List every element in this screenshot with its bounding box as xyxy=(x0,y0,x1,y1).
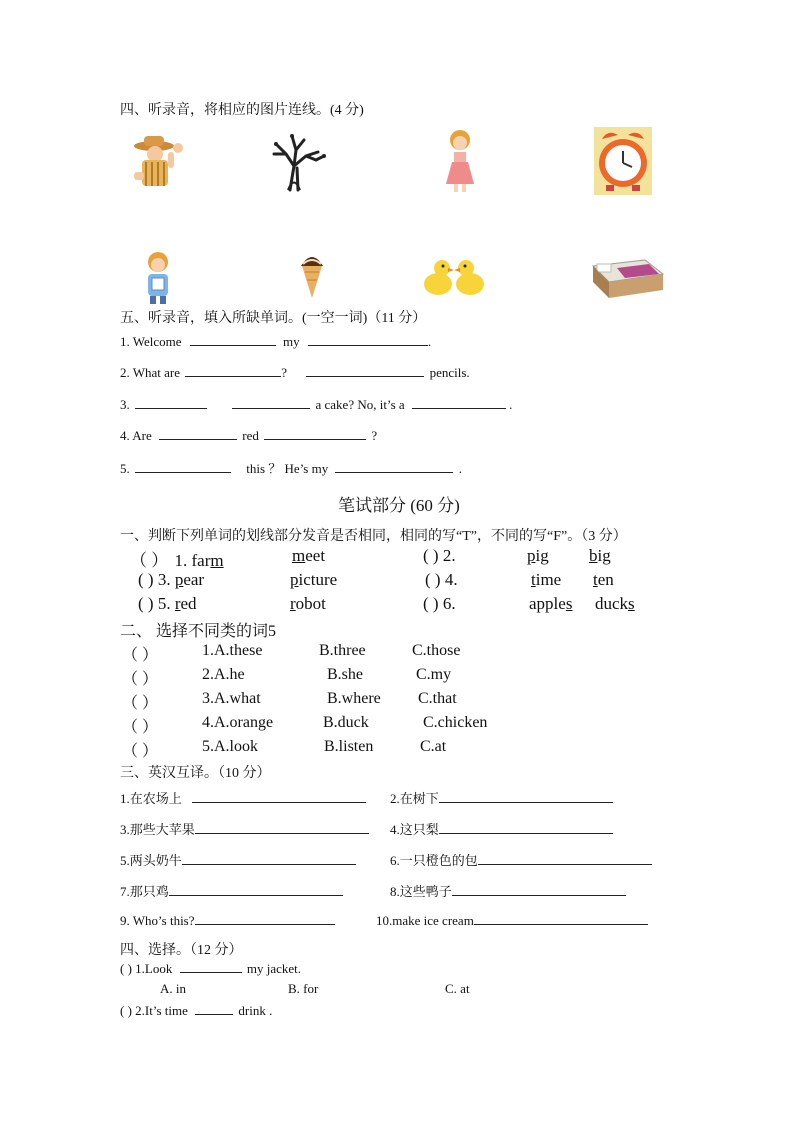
fill-q1-text-c: . xyxy=(427,334,432,349)
option-b: B.three xyxy=(319,642,366,659)
answer-paren[interactable]: （ ） xyxy=(130,551,169,570)
answer-blank[interactable] xyxy=(232,396,310,409)
answer-blank[interactable] xyxy=(439,821,613,834)
odd-row xyxy=(122,642,522,665)
option-c: C.at xyxy=(420,738,447,755)
phonics-word-2: big xyxy=(589,546,611,565)
answer-paren[interactable]: （ ） xyxy=(122,647,159,664)
item-number: 1. xyxy=(174,551,188,570)
fill-question-3 xyxy=(120,396,512,413)
answer-blank[interactable] xyxy=(195,1002,233,1015)
answer-blank[interactable] xyxy=(452,883,626,896)
odd-row xyxy=(122,738,522,761)
ducklings-icon xyxy=(422,254,488,298)
fill-question-1 xyxy=(120,333,431,350)
fill-q5-text-a: 5. xyxy=(120,461,130,476)
phonics-word-2: robot xyxy=(290,594,326,613)
section-title-choice: 四、选择。（12 分） xyxy=(120,943,243,958)
answer-paren[interactable]: ( ) xyxy=(425,570,441,589)
option-a: 1.A.these xyxy=(202,642,263,659)
answer-blank[interactable] xyxy=(190,333,276,346)
odd-row xyxy=(122,714,522,737)
answer-blank[interactable] xyxy=(412,396,506,409)
answer-paren[interactable]: ( ) xyxy=(120,961,132,976)
option-b: B.where xyxy=(327,690,381,707)
answer-blank[interactable] xyxy=(192,790,366,803)
translate-item: 5.两头奶牛 xyxy=(120,850,356,869)
fill-q4-text-a: 4. Are xyxy=(120,428,152,443)
answer-blank[interactable] xyxy=(474,912,648,925)
answer-blank[interactable] xyxy=(159,427,237,440)
answer-blank[interactable] xyxy=(478,852,652,865)
phonics-row xyxy=(423,594,635,614)
item-number: 5. xyxy=(157,594,171,613)
answer-paren[interactable]: ( ) xyxy=(423,594,439,613)
bare-tree-icon xyxy=(266,130,330,192)
fill-q2-text-c: pencils. xyxy=(429,365,470,380)
phonics-row xyxy=(138,594,326,614)
choice-option-b[interactable]: B. for xyxy=(288,981,319,996)
fill-q1-text-a: 1. Welcome xyxy=(120,334,182,349)
translate-item: 7.那只鸡 xyxy=(120,881,343,900)
answer-paren[interactable]: ( ) xyxy=(138,570,154,589)
fill-question-5 xyxy=(120,458,462,477)
translate-item: 4.这只梨 xyxy=(390,819,613,838)
answer-blank[interactable] xyxy=(185,364,281,377)
choice-question-1 xyxy=(120,960,301,977)
answer-blank[interactable] xyxy=(195,821,369,834)
option-c: C.my xyxy=(416,666,452,683)
answer-paren[interactable]: ( ) xyxy=(423,546,439,565)
translate-item: 3.那些大苹果 xyxy=(120,819,369,838)
option-c: C.that xyxy=(418,690,457,707)
phonics-word-1: time xyxy=(531,570,562,589)
phonics-word-1: apples xyxy=(529,594,573,613)
answer-blank[interactable] xyxy=(335,460,453,473)
translate-item: 6.一只橙色的包 xyxy=(390,850,652,869)
question-stem: drink . xyxy=(238,1003,273,1018)
written-part-title: 笔试部分 (60 分) xyxy=(338,496,460,515)
phonics-word-1: red xyxy=(174,594,197,613)
section-title-translate: 三、英汉互译。（10 分） xyxy=(120,766,271,781)
boy-icon xyxy=(140,250,176,304)
choice-option-c[interactable]: C. at xyxy=(445,981,470,996)
girl-icon xyxy=(440,128,480,194)
phonics-word-2: ducks xyxy=(595,594,635,613)
item-number: 4. xyxy=(444,570,458,589)
answer-blank[interactable] xyxy=(169,883,343,896)
ice-cream-icon xyxy=(297,250,327,300)
phonics-word-2: meet xyxy=(292,546,326,565)
phonics-word-1: farm xyxy=(191,551,224,570)
answer-blank[interactable] xyxy=(306,364,424,377)
section-title-phonics: 一、判断下列单词的划线部分发音是否相同，相同的写“T”，不同的写“F”。（3 分） xyxy=(120,529,627,544)
item-number: 6. xyxy=(442,594,456,613)
answer-blank[interactable] xyxy=(264,427,366,440)
phonics-row xyxy=(425,570,614,590)
section-title-odd-one-out: 二、 选择不同类的词5 xyxy=(120,623,277,640)
option-c: C.chicken xyxy=(423,714,488,731)
translate-item: 2.在树下 xyxy=(390,788,613,807)
alarm-clock-icon xyxy=(594,127,652,195)
fill-q2-text-a: 2. What are xyxy=(120,365,181,380)
fill-q5-text-b: this ？ He’s my xyxy=(246,461,329,476)
fill-q4-text-b: red xyxy=(242,428,259,443)
phonics-word-2: ten xyxy=(593,570,614,589)
translate-item: 8.这些鸭子 xyxy=(390,881,626,900)
phonics-row xyxy=(130,546,326,571)
odd-row xyxy=(122,666,522,689)
phonics-row xyxy=(138,570,338,590)
item-number: 3. xyxy=(157,570,171,589)
question-stem: my jacket. xyxy=(246,961,302,976)
fill-q2-text-b: ? xyxy=(281,365,288,380)
option-a: 2.A.he xyxy=(202,666,245,683)
question-stem: 2.It’s time xyxy=(135,1003,188,1018)
translate-item: 9. Who’s this? xyxy=(120,912,335,929)
phonics-word-2: picture xyxy=(290,570,338,589)
fill-q5-text-c: . xyxy=(458,461,462,476)
answer-paren[interactable]: ( ) xyxy=(138,594,154,613)
answer-paren[interactable]: （ ） xyxy=(122,671,159,688)
option-a: 3.A.what xyxy=(202,690,261,707)
phonics-word-1: pig xyxy=(527,546,549,565)
option-b: B.listen xyxy=(324,738,374,755)
fill-question-4 xyxy=(120,427,377,444)
option-a: 4.A.orange xyxy=(202,714,274,731)
section-title-fill-blanks: 五、听录音，填入所缺单词。(一空一词)（11 分） xyxy=(120,311,427,326)
answer-blank[interactable] xyxy=(439,790,613,803)
answer-blank[interactable] xyxy=(135,460,231,473)
fill-question-2 xyxy=(120,364,470,381)
fill-q3-text-c: . xyxy=(509,397,513,412)
answer-blank[interactable] xyxy=(195,912,335,925)
phonics-row xyxy=(423,546,611,566)
answer-paren[interactable]: （ ） xyxy=(122,719,159,736)
answer-paren[interactable]: ( ) xyxy=(120,1003,132,1018)
farmer-man-icon xyxy=(128,132,188,190)
option-b: B.duck xyxy=(323,714,369,731)
option-a: 5.A.look xyxy=(202,738,258,755)
answer-paren[interactable]: （ ） xyxy=(122,695,159,712)
odd-row xyxy=(122,690,522,713)
fill-q1-text-b: my xyxy=(283,334,300,349)
translate-item: 10.make ice cream xyxy=(376,912,648,929)
answer-blank[interactable] xyxy=(180,960,242,973)
answer-blank[interactable] xyxy=(308,333,428,346)
bed-icon xyxy=(589,256,665,300)
option-c: C.those xyxy=(412,642,461,659)
choice-option-a[interactable]: A. in xyxy=(160,981,186,996)
answer-blank[interactable] xyxy=(135,396,207,409)
fill-q3-text-b: a cake? No, it’s a xyxy=(315,397,405,412)
fill-q3-text-a: 3. xyxy=(120,397,130,412)
translate-item: 1.在农场上 xyxy=(120,788,366,807)
item-number: 2. xyxy=(442,546,456,565)
choice-question-2 xyxy=(120,1002,272,1019)
answer-paren[interactable]: （ ） xyxy=(122,743,159,760)
answer-blank[interactable] xyxy=(182,852,356,865)
option-b: B.she xyxy=(327,666,363,683)
phonics-word-1: pear xyxy=(174,570,205,589)
section-title-listen-connect: 四、听录音，将相应的图片连线。(4 分) xyxy=(120,103,364,118)
fill-q4-text-c: ? xyxy=(371,428,378,443)
question-stem: 1.Look xyxy=(135,961,173,976)
